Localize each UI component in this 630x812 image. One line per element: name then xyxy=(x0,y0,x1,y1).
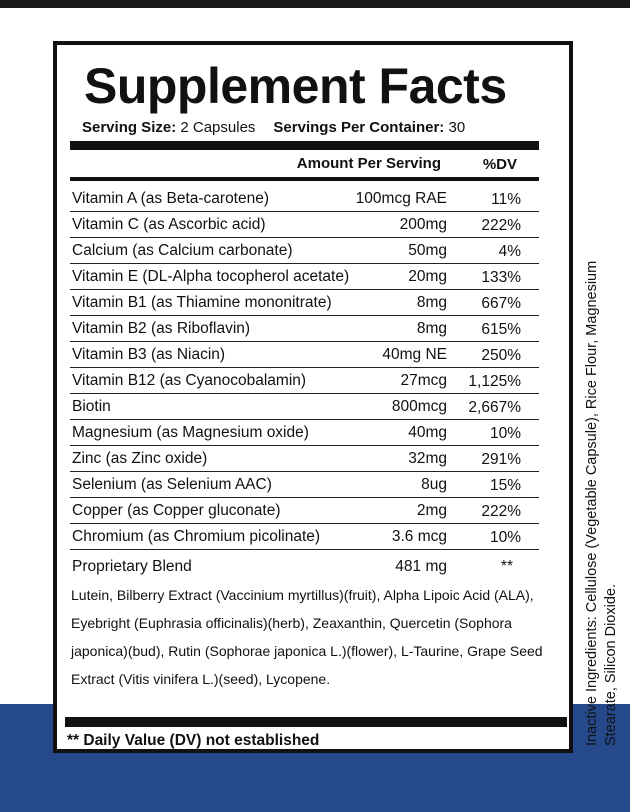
nutrient-dv: 4% xyxy=(498,243,521,260)
blend-name: Proprietary Blend xyxy=(72,558,192,575)
nutrient-name: Chromium (as Chromium picolinate) xyxy=(72,528,321,545)
nutrient-row xyxy=(70,394,539,420)
servings-per-container-value: 30 xyxy=(448,119,466,136)
serving-size-label: Serving Size: xyxy=(82,119,177,136)
nutrient-table xyxy=(70,186,539,550)
nutrient-name: Copper (as Copper gluconate) xyxy=(72,502,281,519)
bottom-divider xyxy=(65,717,567,727)
nutrient-row xyxy=(70,446,539,472)
nutrient-amount: 32mg xyxy=(408,450,447,467)
nutrient-amount: 20mg xyxy=(408,268,447,285)
nutrient-name: Vitamin C (as Ascorbic acid) xyxy=(72,216,266,233)
nutrient-name: Vitamin E (DL-Alpha tocopherol acetate) xyxy=(72,268,350,285)
nutrient-name: Biotin xyxy=(72,398,111,415)
nutrient-name: Vitamin B3 (as Niacin) xyxy=(72,346,226,363)
nutrient-dv: 615% xyxy=(481,321,521,338)
nutrient-row xyxy=(70,368,539,394)
nutrient-amount: 800mcg xyxy=(391,398,447,415)
nutrient-row xyxy=(70,290,539,316)
nutrient-row xyxy=(70,498,539,524)
nutrient-row xyxy=(70,316,539,342)
inactive-ingredients: Inactive Ingredients: Cellulose (Vegetable Capsule), Rice Flour, Magnesium Stearate, Silicon Dioxide. xyxy=(584,260,619,746)
nutrient-amount: 8mg xyxy=(416,294,447,311)
nutrient-dv: 2,667% xyxy=(468,399,521,416)
serving-info xyxy=(82,119,465,136)
nutrient-amount: 27mcg xyxy=(400,372,447,389)
nutrient-row xyxy=(70,472,539,498)
nutrient-dv: 10% xyxy=(489,425,521,442)
nutrient-amount: 200mg xyxy=(399,216,447,233)
nutrient-row xyxy=(70,212,539,238)
nutrient-row xyxy=(70,420,539,446)
thick-divider xyxy=(70,141,539,150)
nutrient-dv: 133% xyxy=(481,269,521,286)
nutrient-name: Vitamin A (as Beta-carotene) xyxy=(72,190,270,207)
nutrient-dv: 15% xyxy=(489,477,521,494)
nutrient-name: Vitamin B2 (as Riboflavin) xyxy=(72,320,251,337)
nutrient-amount: 8mg xyxy=(416,320,447,337)
servings-per-container-label: Servings Per Container: xyxy=(273,119,445,136)
dv-header: %DV xyxy=(482,156,517,173)
proprietary-blend-row xyxy=(70,554,539,582)
nutrient-row xyxy=(70,342,539,368)
serving-size-value: 2 Capsules xyxy=(180,119,256,136)
nutrient-amount: 40mg xyxy=(408,424,447,441)
nutrient-dv: 222% xyxy=(481,217,521,234)
footnote: ** Daily Value (DV) not established xyxy=(67,732,320,749)
nutrient-dv: 222% xyxy=(481,503,521,520)
blend-ingredients: Lutein, Bilberry Extract (Vaccinium myrtillus)(fruit), Alpha Lipoic Acid (ALA), Eyebright (Euphrasia officinalis)(herb), Zeaxanthin, Quercetin (Sophora japonica)(bud), Rutin (Sophorae japonica L.)(flower), L-Taurine, Grape Seed Extract (Vitis vinifera L.)(seed), Lycopene. xyxy=(71,587,543,687)
nutrient-name: Calcium (as Calcium carbonate) xyxy=(72,242,293,259)
nutrient-amount: 100mcg RAE xyxy=(355,190,447,207)
nutrient-amount: 40mg NE xyxy=(382,346,447,363)
nutrient-dv: 667% xyxy=(481,295,521,312)
nutrient-dv: 10% xyxy=(489,529,521,546)
nutrient-name: Vitamin B1 (as Thiamine mononitrate) xyxy=(72,294,332,311)
amount-per-serving-header: Amount Per Serving xyxy=(296,155,441,172)
nutrient-row xyxy=(70,524,539,550)
nutrient-row xyxy=(70,264,539,290)
nutrient-amount: 50mg xyxy=(408,242,447,259)
nutrient-amount: 3.6 mcg xyxy=(391,528,447,545)
nutrient-amount: 8ug xyxy=(421,476,447,493)
nutrient-amount: 2mg xyxy=(416,502,447,519)
nutrient-row xyxy=(70,238,539,264)
nutrient-name: Selenium (as Selenium AAC) xyxy=(72,476,272,493)
blend-amount: 481 mg xyxy=(395,558,447,575)
nutrient-dv: 11% xyxy=(491,191,521,208)
top-dark-strip xyxy=(0,0,630,8)
nutrient-name: Zinc (as Zinc oxide) xyxy=(72,450,208,467)
nutrient-name: Vitamin B12 (as Cyanocobalamin) xyxy=(72,372,307,389)
supplement-facts-panel xyxy=(53,41,573,753)
nutrient-name: Magnesium (as Magnesium oxide) xyxy=(72,424,309,441)
blend-dv: ** xyxy=(500,558,513,575)
label-title: Supplement Facts xyxy=(84,58,507,114)
nutrient-dv: 250% xyxy=(481,347,521,364)
nutrient-dv: 1,125% xyxy=(468,373,521,390)
nutrient-row xyxy=(70,186,539,212)
nutrient-dv: 291% xyxy=(481,451,521,468)
header-divider xyxy=(70,177,539,181)
